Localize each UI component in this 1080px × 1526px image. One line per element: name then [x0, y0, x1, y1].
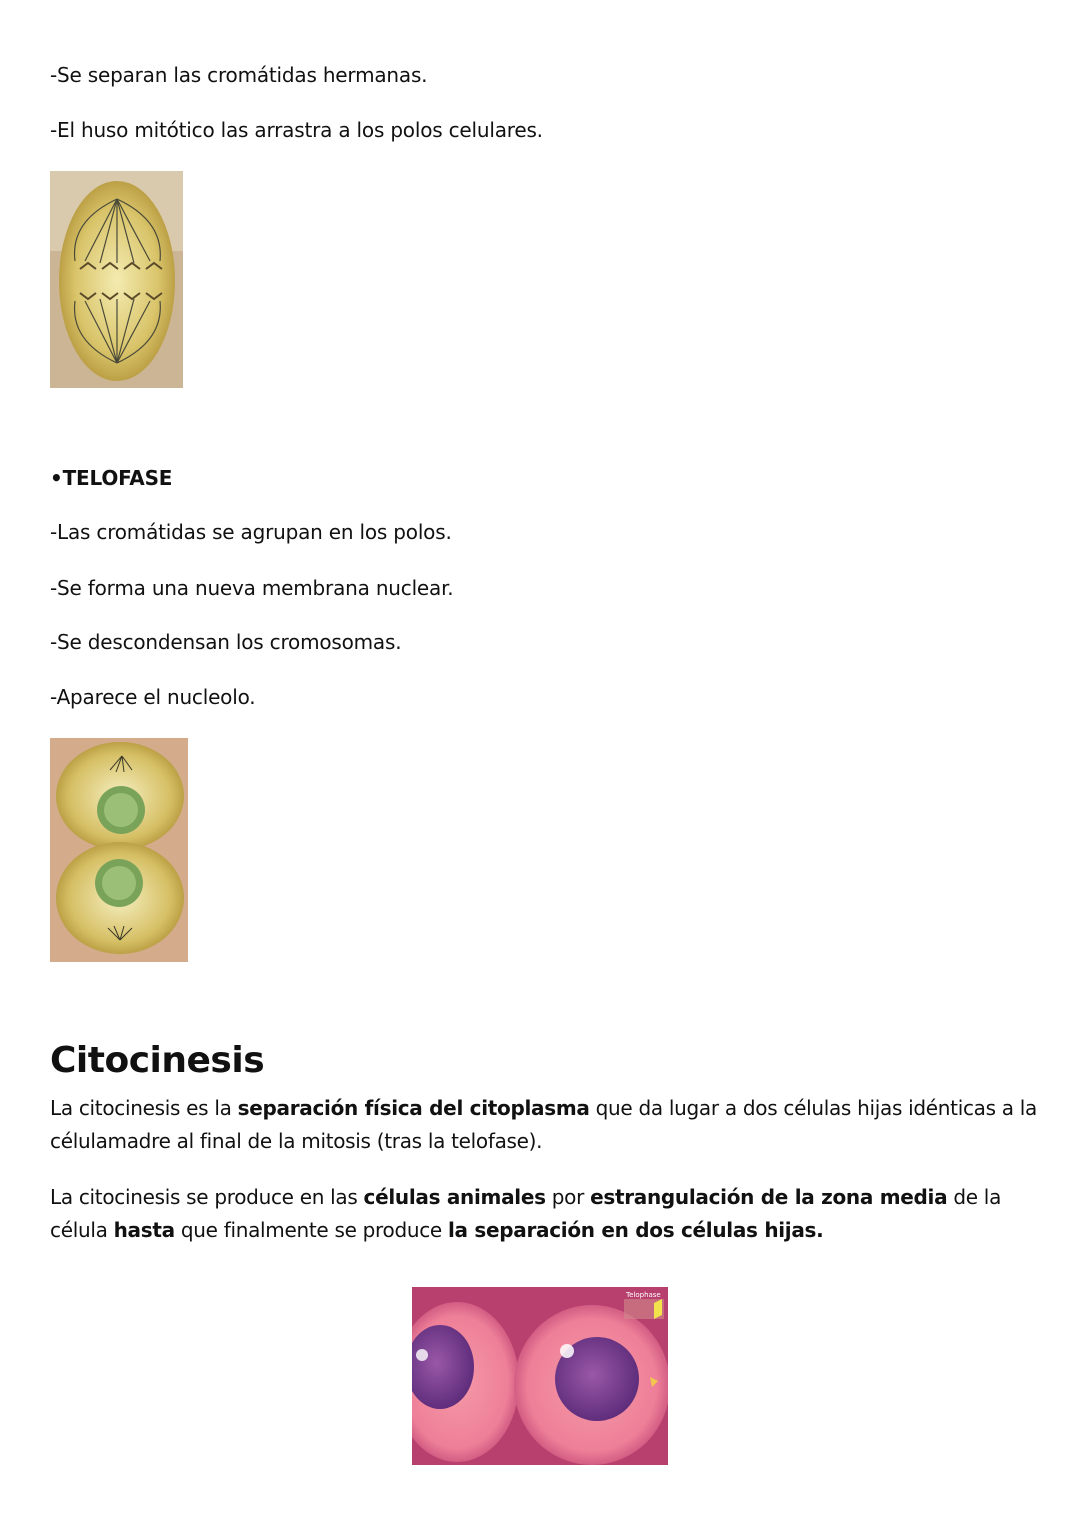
text-segment-bold: la separación en dos células hijas. — [447, 1218, 824, 1242]
text-segment: de la célula — [50, 1185, 1002, 1242]
citocinesis-paragraph-1 — [50, 1092, 1040, 1158]
text-segment-bold: separación física del citoplasma — [237, 1096, 590, 1120]
text-segment-bold: hasta — [113, 1218, 175, 1242]
anaphase-bullet-1: -Se separan las cromátidas hermanas. — [50, 63, 428, 87]
telofase-title: •TELOFASE — [50, 466, 173, 490]
telophase-image — [50, 738, 188, 962]
anaphase-image — [50, 171, 183, 388]
text-segment-bold: células animales — [363, 1185, 546, 1209]
text-segment-bold: estrangulación de la zona media — [590, 1185, 948, 1209]
citocinesis-heading: Citocinesis — [50, 1040, 265, 1081]
telofase-bullet-2: -Se forma una nueva membrana nuclear. — [50, 576, 454, 600]
citocinesis-paragraph-2 — [50, 1181, 1040, 1247]
cytokinesis-image — [412, 1287, 668, 1465]
telofase-bullet-4: -Aparece el nucleolo. — [50, 685, 256, 709]
text-segment: por — [545, 1185, 591, 1209]
telofase-bullet-3: -Se descondensan los cromosomas. — [50, 630, 402, 654]
text-segment: que finalmente se produce — [174, 1218, 448, 1242]
text-segment: que da lugar a dos células hijas idénticas a la célulamadre al final de la mitosis (tras la telofase). — [50, 1096, 1038, 1153]
telophase-label: Telophase — [626, 1291, 661, 1299]
anaphase-bullet-2: -El huso mitótico las arrastra a los polos celulares. — [50, 118, 543, 142]
text-segment: La citocinesis es la — [50, 1096, 238, 1120]
telofase-bullet-1: -Las cromátidas se agrupan en los polos. — [50, 520, 452, 544]
text-segment: La citocinesis se produce en las — [50, 1185, 364, 1209]
